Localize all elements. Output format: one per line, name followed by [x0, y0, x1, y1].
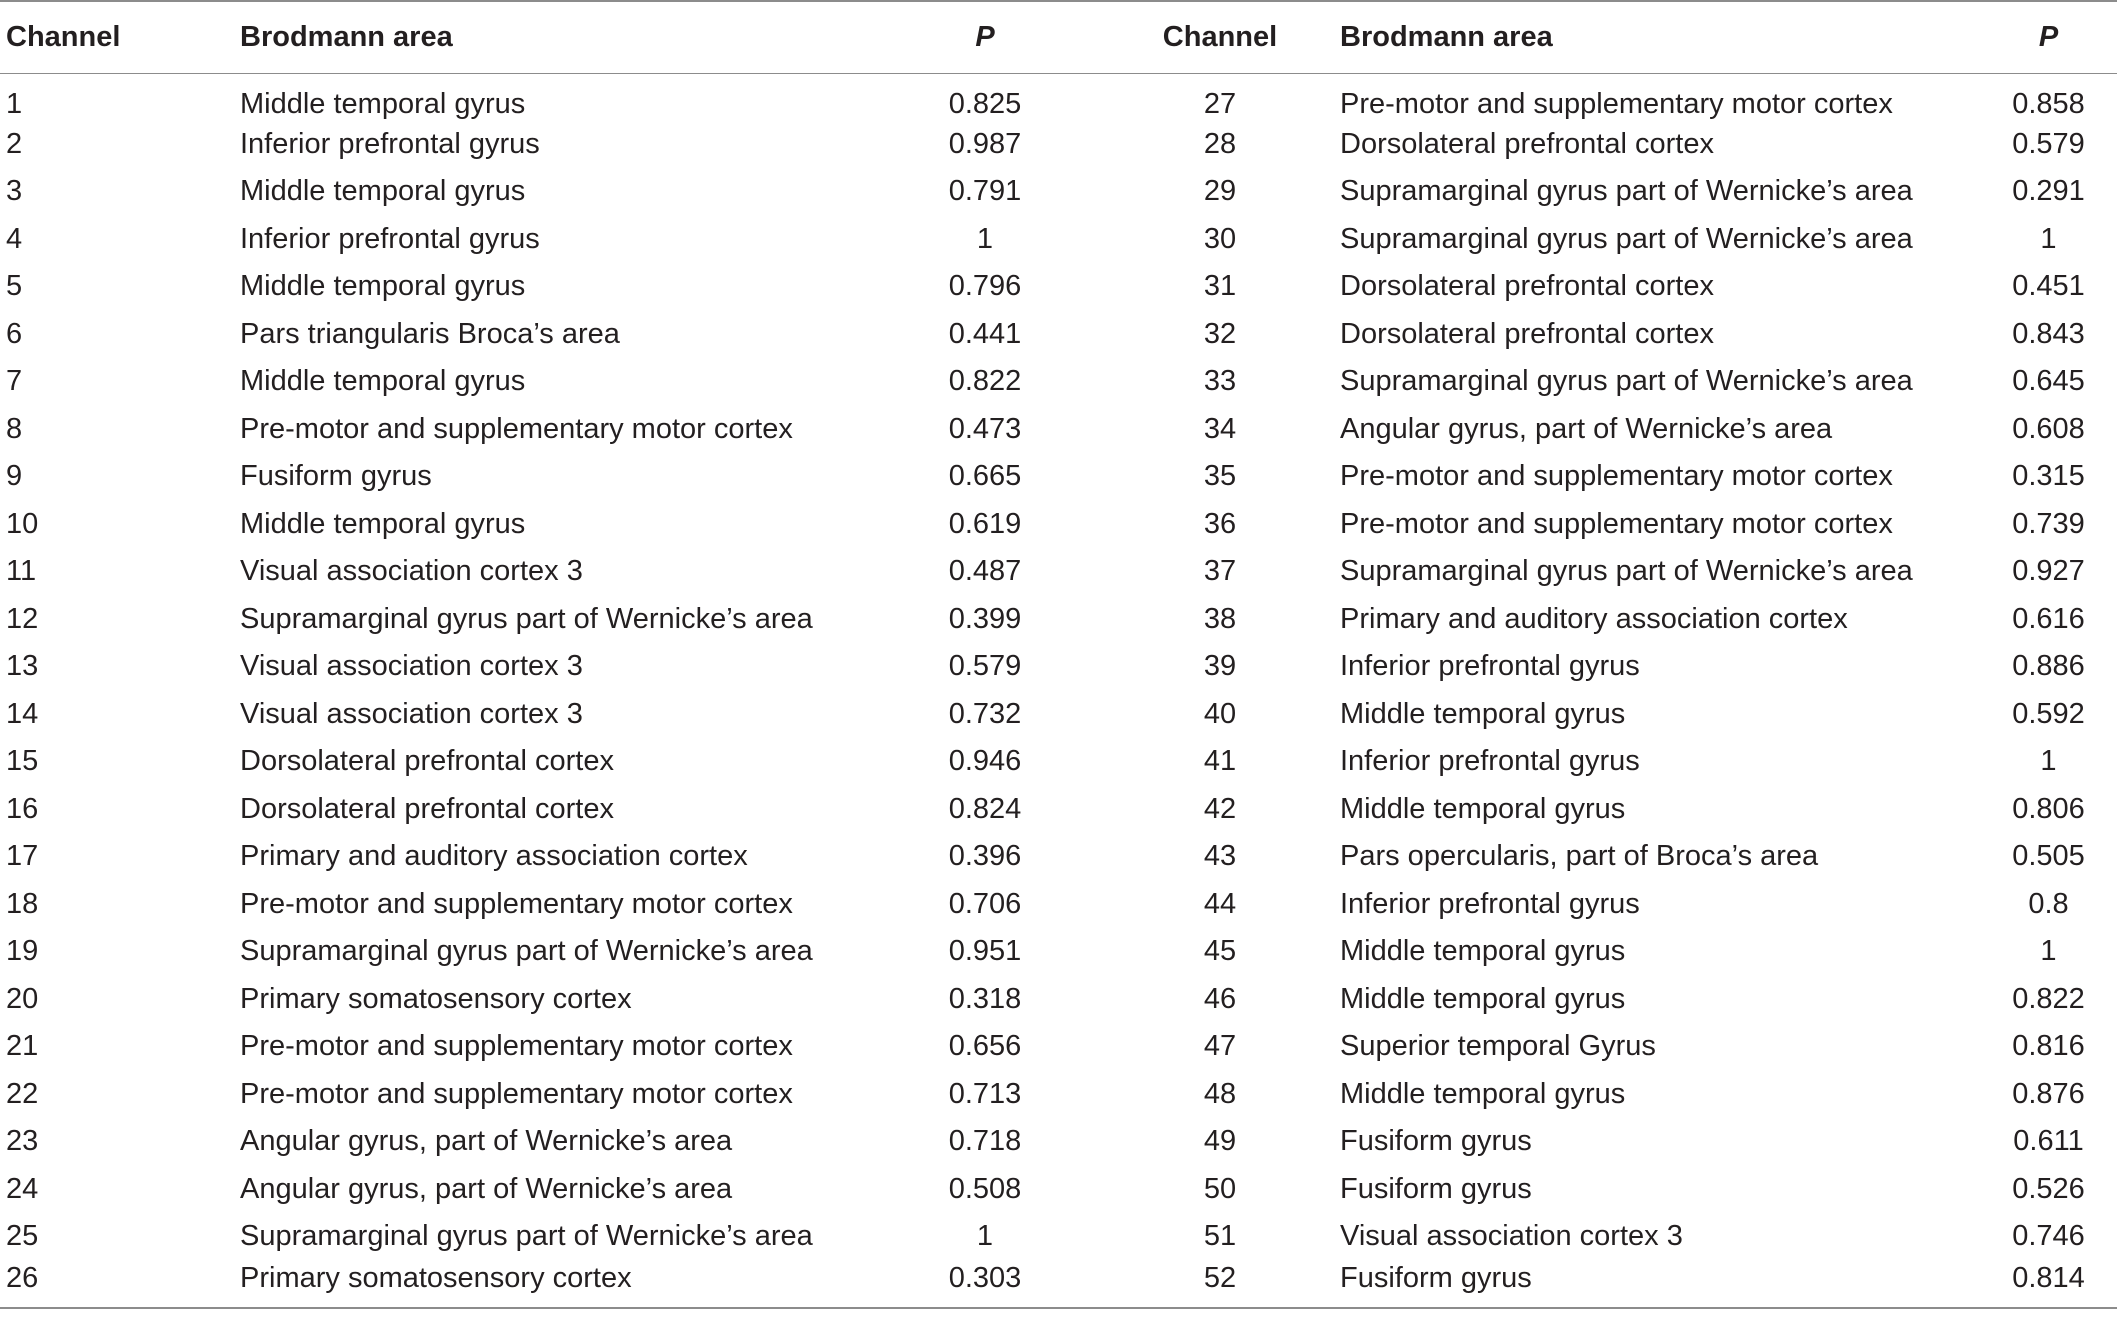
- area-cell-left: Visual association cortex 3: [240, 697, 583, 730]
- area-cell-left: Visual association cortex 3: [240, 555, 583, 588]
- area-cell-right: Fusiform gyrus: [1340, 1261, 1980, 1309]
- area-cell-right: Middle temporal gyrus: [1340, 982, 1626, 1015]
- area-cell-right: Inferior prefrontal gyrus: [1340, 887, 1640, 920]
- channel-cell-right: 51: [1203, 1220, 1237, 1253]
- area-cell-left: Fusiform gyrus: [240, 460, 432, 493]
- p-value-cell-right: 0.814: [1980, 1261, 2117, 1309]
- area-cell-left: Inferior prefrontal gyrus: [240, 222, 540, 255]
- channel-cell-right: 36: [1203, 507, 1237, 540]
- p-value-cell-left: 0.396: [948, 840, 1022, 873]
- table-row: [0, 691, 2117, 739]
- channel-cell-left: 4: [6, 222, 23, 255]
- p-value-cell-right: 0.645: [2012, 365, 2085, 398]
- channel-cell-left: 16: [6, 792, 39, 825]
- area-cell-right: Angular gyrus, part of Wernicke’s area: [1340, 412, 1833, 445]
- channel-cell-left: 20: [6, 982, 39, 1015]
- p-value-cell-right: 0.526: [2012, 1172, 2085, 1205]
- table-row: [0, 358, 2117, 406]
- channel-cell-right: 30: [1203, 222, 1237, 255]
- channel-cell-left: 17: [6, 840, 39, 873]
- channel-cell-right: 47: [1203, 1030, 1237, 1063]
- p-value-cell-left: 0.318: [948, 982, 1022, 1015]
- table-row: [0, 121, 2117, 169]
- header-p-left: P: [870, 1, 1100, 73]
- p-value-cell-left: 0.487: [948, 555, 1022, 588]
- area-cell-right: Supramarginal gyrus part of Wernicke’s area: [1340, 555, 1913, 588]
- channel-cell-right: 48: [1203, 1077, 1237, 1110]
- p-value-cell-right: 0.843: [2012, 317, 2085, 350]
- channel-cell-right: 37: [1203, 555, 1237, 588]
- channel-cell-right: 50: [1203, 1172, 1237, 1205]
- channel-cell-right: 45: [1203, 935, 1237, 968]
- p-value-cell-left: 0.656: [948, 1030, 1022, 1063]
- area-cell-right: Pars opercularis, part of Broca’s area: [1340, 840, 1819, 873]
- p-value-cell-left: 0.665: [948, 460, 1022, 493]
- p-value-cell-right: 0.886: [2012, 650, 2085, 683]
- area-cell-right: Pre-motor and supplementary motor cortex: [1340, 507, 1893, 540]
- area-cell-left: Primary somatosensory cortex: [240, 1261, 870, 1309]
- channel-cell-right: 29: [1203, 175, 1237, 208]
- channel-cell-right: 49: [1203, 1125, 1237, 1158]
- channel-cell-left: 21: [6, 1030, 39, 1063]
- area-cell-left: Primary somatosensory cortex: [240, 982, 632, 1015]
- p-value-cell-left: 0.796: [948, 270, 1022, 303]
- p-value-cell-right: 0.611: [2013, 1125, 2084, 1158]
- table-row: [0, 73, 2117, 121]
- area-cell-right: Visual association cortex 3: [1340, 1220, 1683, 1253]
- table-row: [0, 976, 2117, 1024]
- area-cell-left: Middle temporal gyrus: [240, 507, 526, 540]
- table-row: [0, 311, 2117, 359]
- p-value-cell-left: 0.732: [948, 697, 1022, 730]
- p-value-cell-left: 0.473: [948, 412, 1022, 445]
- p-value-cell-left: 0.825: [948, 87, 1022, 120]
- p-value-cell-right: 0.8: [2028, 887, 2069, 920]
- channel-cell-left: 18: [6, 887, 39, 920]
- header-channel-right: Channel: [1100, 1, 1340, 73]
- area-cell-right: Pre-motor and supplementary motor cortex: [1340, 87, 1893, 120]
- channel-cell-left: 6: [6, 317, 23, 350]
- table-row: [0, 263, 2117, 311]
- p-value-cell-right: 1: [2040, 745, 2057, 778]
- p-value-cell-right: 0.858: [2012, 87, 2085, 120]
- p-value-cell-right: 0.816: [2012, 1030, 2085, 1063]
- area-cell-left: Dorsolateral prefrontal cortex: [240, 792, 614, 825]
- area-cell-right: Superior temporal Gyrus: [1340, 1030, 1656, 1063]
- area-cell-right: Inferior prefrontal gyrus: [1340, 745, 1640, 778]
- table-row: [0, 786, 2117, 834]
- area-cell-left: Middle temporal gyrus: [240, 270, 526, 303]
- table-row: [0, 1166, 2117, 1214]
- area-cell-right: Middle temporal gyrus: [1340, 935, 1626, 968]
- p-value-cell-left: 0.822: [948, 365, 1022, 398]
- p-value-cell-left: 0.579: [948, 650, 1022, 683]
- channel-cell-left: 5: [6, 270, 23, 303]
- area-cell-left: Visual association cortex 3: [240, 650, 583, 683]
- area-cell-left: Angular gyrus, part of Wernicke’s area: [240, 1125, 733, 1158]
- channel-cell-left: 26: [0, 1261, 240, 1309]
- channel-cell-right: 41: [1203, 745, 1237, 778]
- p-value-cell-right: 0.291: [2012, 175, 2085, 208]
- area-cell-left: Pars triangularis Broca’s area: [240, 317, 620, 350]
- channel-cell-right: 38: [1203, 602, 1237, 635]
- area-cell-left: Supramarginal gyrus part of Wernicke’s area: [240, 1220, 813, 1253]
- header-row: [0, 1, 2117, 73]
- channel-cell-right: 43: [1203, 840, 1237, 873]
- table-row: [0, 501, 2117, 549]
- header-area-right: Brodmann area: [1340, 1, 1980, 73]
- area-cell-right: Supramarginal gyrus part of Wernicke’s area: [1340, 175, 1913, 208]
- table-row: [0, 168, 2117, 216]
- p-value-cell-left: 0.441: [948, 317, 1022, 350]
- channel-cell-left: 11: [6, 555, 37, 588]
- channel-cell-left: 2: [6, 127, 23, 160]
- p-value-cell-left: 0.718: [948, 1125, 1022, 1158]
- p-value-cell-left: 0.508: [948, 1172, 1022, 1205]
- area-cell-right: Supramarginal gyrus part of Wernicke’s area: [1340, 222, 1913, 255]
- p-value-cell-right: 0.315: [2012, 460, 2085, 493]
- channel-cell-right: 34: [1203, 412, 1237, 445]
- channel-cell-left: 8: [6, 412, 23, 445]
- table-row: [0, 928, 2117, 976]
- p-value-cell-left: 0.713: [948, 1077, 1022, 1110]
- channel-cell-left: 1: [6, 87, 23, 120]
- channel-cell-right: 39: [1203, 650, 1237, 683]
- table-row: [0, 548, 2117, 596]
- table-row: [0, 833, 2117, 881]
- channel-cell-right: 33: [1203, 365, 1237, 398]
- area-cell-left: Pre-motor and supplementary motor cortex: [240, 412, 793, 445]
- channel-cell-left: 12: [6, 602, 39, 635]
- p-value-cell-right: 0.592: [2012, 697, 2085, 730]
- table-body: [0, 73, 2117, 1308]
- table-row: [0, 1261, 2117, 1309]
- area-cell-left: Angular gyrus, part of Wernicke’s area: [240, 1172, 733, 1205]
- area-cell-left: Supramarginal gyrus part of Wernicke’s area: [240, 602, 813, 635]
- area-cell-right: Supramarginal gyrus part of Wernicke’s area: [1340, 365, 1913, 398]
- p-value-cell-left: 0.706: [948, 887, 1022, 920]
- p-value-cell-left: 0.791: [948, 175, 1022, 208]
- channel-cell-left: 15: [6, 745, 39, 778]
- area-cell-right: Primary and auditory association cortex: [1340, 602, 1848, 635]
- p-value-cell-left: 1: [976, 1220, 994, 1253]
- channel-cell-right: 40: [1203, 697, 1237, 730]
- channel-cell-right: 31: [1203, 270, 1237, 303]
- area-cell-right: Middle temporal gyrus: [1340, 792, 1626, 825]
- p-value-cell-left: 1: [976, 222, 994, 255]
- area-cell-right: Dorsolateral prefrontal cortex: [1340, 270, 1714, 303]
- channel-cell-left: 7: [6, 365, 23, 398]
- area-cell-right: Dorsolateral prefrontal cortex: [1340, 317, 1714, 350]
- channel-cell-right: 32: [1203, 317, 1237, 350]
- table-row: [0, 406, 2117, 454]
- channel-cell-right: 44: [1203, 887, 1237, 920]
- table-row: [0, 1023, 2117, 1071]
- p-value-cell-right: 0.579: [2012, 127, 2085, 160]
- table-header: [0, 1, 2117, 73]
- channel-cell-right: 42: [1203, 792, 1237, 825]
- channel-cell-left: 24: [6, 1172, 39, 1205]
- channel-cell-left: 10: [6, 507, 39, 540]
- channel-cell-right: 27: [1203, 87, 1237, 120]
- header-area-left: Brodmann area: [240, 1, 870, 73]
- channel-cell-left: 22: [6, 1077, 39, 1110]
- channel-cell-left: 3: [6, 175, 23, 208]
- area-cell-left: Inferior prefrontal gyrus: [240, 127, 540, 160]
- area-cell-right: Middle temporal gyrus: [1340, 1077, 1626, 1110]
- p-value-cell-left: 0.303: [870, 1261, 1100, 1309]
- p-value-cell-right: 0.746: [2012, 1220, 2085, 1253]
- p-value-cell-right: 0.876: [2012, 1077, 2085, 1110]
- table-row: [0, 1118, 2117, 1166]
- channel-cell-left: 25: [6, 1220, 39, 1253]
- table-row: [0, 1071, 2117, 1119]
- p-value-cell-right: 0.806: [2012, 792, 2085, 825]
- table-row: [0, 881, 2117, 929]
- channel-cell-left: 23: [6, 1125, 39, 1158]
- p-value-cell-right: 0.451: [2012, 270, 2085, 303]
- p-value-cell-left: 0.824: [948, 792, 1022, 825]
- area-cell-right: Dorsolateral prefrontal cortex: [1340, 127, 1714, 160]
- channel-cell-left: 9: [6, 460, 23, 493]
- table-row: [0, 596, 2117, 644]
- area-cell-right: Fusiform gyrus: [1340, 1172, 1532, 1205]
- area-cell-left: Middle temporal gyrus: [240, 87, 526, 120]
- area-cell-left: Supramarginal gyrus part of Wernicke’s area: [240, 935, 813, 968]
- p-value-cell-right: 0.822: [2012, 982, 2085, 1015]
- p-value-cell-right: 0.739: [2012, 507, 2085, 540]
- area-cell-left: Primary and auditory association cortex: [240, 840, 748, 873]
- p-value-cell-left: 0.619: [948, 507, 1022, 540]
- p-value-cell-right: 1: [2040, 222, 2057, 255]
- channel-cell-left: 13: [6, 650, 39, 683]
- p-value-cell-right: 1: [2040, 935, 2057, 968]
- p-value-cell-right: 0.616: [2012, 602, 2085, 635]
- channel-cell-left: 14: [6, 697, 39, 730]
- area-cell-right: Fusiform gyrus: [1340, 1125, 1532, 1158]
- p-value-cell-right: 0.608: [2012, 412, 2085, 445]
- area-cell-right: Inferior prefrontal gyrus: [1340, 650, 1640, 683]
- p-value-cell-left: 0.399: [948, 602, 1022, 635]
- table-row: [0, 738, 2117, 786]
- p-value-cell-left: 0.951: [948, 935, 1022, 968]
- header-channel-left: Channel: [0, 1, 240, 73]
- area-cell-left: Pre-motor and supplementary motor cortex: [240, 887, 793, 920]
- p-value-cell-left: 0.946: [948, 745, 1022, 778]
- table-row: [0, 216, 2117, 264]
- table-row: [0, 643, 2117, 691]
- table-row: [0, 453, 2117, 501]
- area-cell-left: Pre-motor and supplementary motor cortex: [240, 1030, 793, 1063]
- area-cell-left: Dorsolateral prefrontal cortex: [240, 745, 614, 778]
- header-p-right: P: [1980, 1, 2117, 73]
- channel-cell-right: 28: [1203, 127, 1237, 160]
- area-cell-right: Middle temporal gyrus: [1340, 697, 1626, 730]
- channel-cell-right: 35: [1203, 460, 1237, 493]
- channel-cell-left: 19: [6, 935, 39, 968]
- area-cell-left: Pre-motor and supplementary motor cortex: [240, 1077, 793, 1110]
- p-value-cell-left: 0.987: [948, 127, 1022, 160]
- area-cell-left: Middle temporal gyrus: [240, 365, 526, 398]
- channel-cell-right: 46: [1203, 982, 1237, 1015]
- p-value-cell-right: 0.927: [2012, 555, 2085, 588]
- channel-cell-right: 52: [1100, 1261, 1340, 1309]
- area-cell-left: Middle temporal gyrus: [240, 175, 526, 208]
- area-cell-right: Pre-motor and supplementary motor cortex: [1340, 460, 1893, 493]
- p-value-cell-right: 0.505: [2012, 840, 2085, 873]
- table-row: [0, 1213, 2117, 1261]
